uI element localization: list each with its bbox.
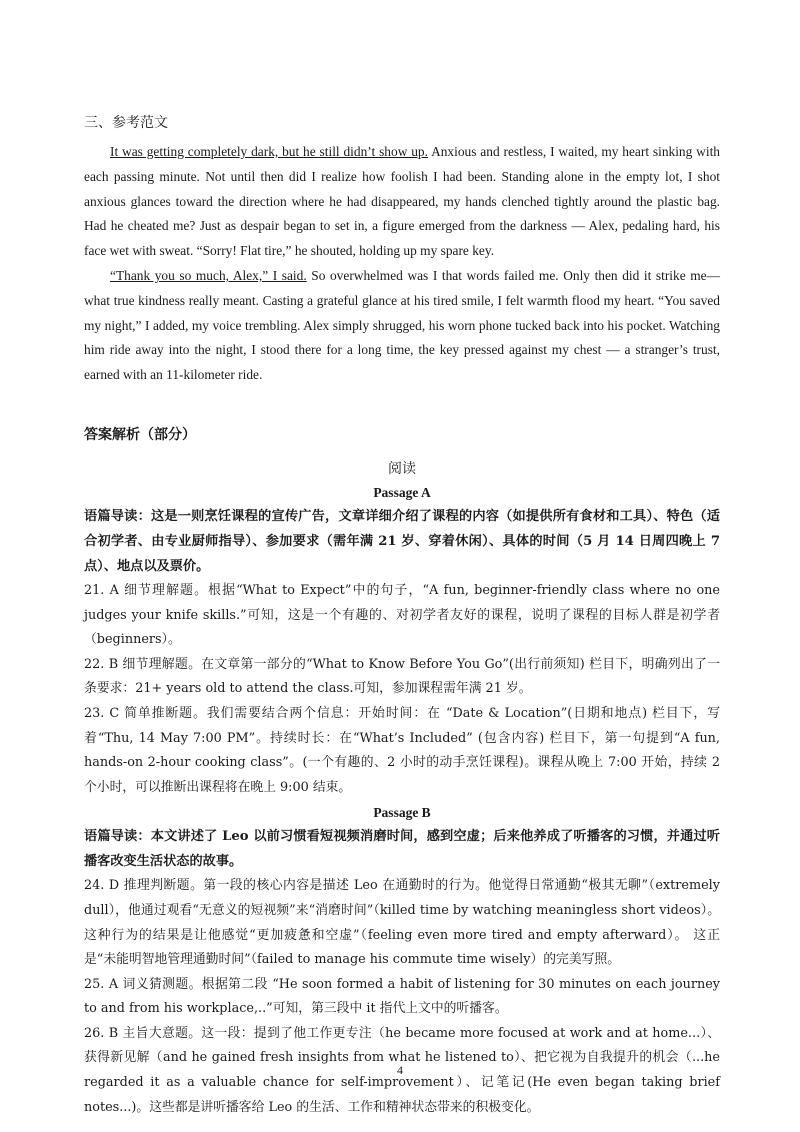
passage-a-intro: 语篇导读：这是一则烹饪课程的宣传广告，文章详细介绍了课程的内容（如提供所有食材和工具）、特色（适合初学者、由专业厨师指导）、参加要求（需年满 21 岁、穿着休闲）、具体的时间（5 月 14 日周四晚上 7 点）、地点以及票价。 bbox=[84, 508, 720, 574]
section-title: 三、参考范文 bbox=[84, 115, 168, 131]
reading-heading: 阅读 bbox=[388, 460, 416, 477]
essay-body-1: Anxious and restless, I waited, my heart sinking with each passing minute. Not until then did I realize how foolish I had been. Standing alone in the empty lot, I shot anxious glances toward the direction where he had disappeared, my hands clenched tightly around the plastic bag. Had he cheated me? Just as despair began to set in, a figure emerged from the darkness — Alex, pedaling hard, his face wet with sweat. “Sorry! Flat tire,” he shouted, holding up my spare key. bbox=[84, 144, 720, 259]
answers-title: 答案解析（部分） bbox=[84, 426, 196, 443]
sample-essay bbox=[84, 140, 720, 388]
document-page bbox=[84, 112, 720, 1120]
essay-paragraph-2 bbox=[84, 264, 720, 388]
passage-a-title: Passage A bbox=[373, 484, 431, 500]
answer-item-24: 24. D 推理判断题。第一段的核心内容是描述 Leo 在通勤时的行为。他觉得日常通勤“极其无聊”（extremely dull），他通过观看“无意义的短视频”来“消磨时间”（killed time by watching meaningless short videos）。这种行为的结果是让他感觉“更加疲惫和空虚”（feeling even more tired and empty afterward）。 这正是“未能明智地管理通勤时间”（failed to manage his commute time wisely）的完美写照。 bbox=[84, 878, 720, 968]
page-number: 4 bbox=[397, 1063, 403, 1077]
essay-lead-sentence-2: “Thank you so much, Alex,” I said. bbox=[110, 267, 307, 283]
answer-item-22: 22. B 细节理解题。在文章第一部分的“What to Know Before You Go”(出行前须知) 栏目下，明确列出了一条要求：21+ years old to attend the class.可知，参加课程需年满 21 岁。 bbox=[84, 656, 720, 697]
answer-item-21: 21. A 细节理解题。根据“What to Expect”中的句子，“A fun, beginner-friendly class where no one judges your knife skills.”可知，这是一个有趣的、对初学者友好的课程，说明了课程的目标人群是初学者（beginners）。 bbox=[84, 582, 720, 648]
essay-body-2: So overwhelmed was I that words failed me. Only then did it strike me—what true kindness really meant. Casting a grateful glance at his tired smile, I felt warmth flood my heart. “You saved my night,” I added, my voice trembling. Alex simply shrugged, his worn phone tucked back into his pocket. Watching him ride away into the night, I stood there for a long time, the key pressed against my chest — a stranger’s trust, earned with an 11-kilometer ride. bbox=[84, 267, 720, 383]
essay-paragraph-1 bbox=[84, 140, 720, 264]
answer-item-26: 26. B 主旨大意题。这一段：提到了他工作更专注（he became more focused at work and at home...）、获得新见解（and he gained fresh insights from what he listened to）、把它视为自我提升的机会（...he regarded it as a valuable chance for self-improvement）、记笔记(He even began taking brief notes...)。这些都是讲听播客给 Leo 的生活、工作和精神状态带来的积极变化。 bbox=[84, 1025, 720, 1115]
passage-b-intro: 语篇导读：本文讲述了 Leo 以前习惯看短视频消磨时间，感到空虚；后来他养成了听播客的习惯，并通过听播客改变生活状态的故事。 bbox=[84, 829, 720, 870]
answer-item-25: 25. A 词义猜测题。根据第二段 “He soon formed a habit of listening for 30 minutes on each journey to and from his workplace,..”可知，第三段中 it 指代上文中的听播客。 bbox=[84, 976, 720, 1017]
passage-b-title: Passage B bbox=[373, 805, 431, 821]
essay-lead-sentence-1: It was getting completely dark, but he still didn’t show up. bbox=[110, 144, 428, 159]
answer-item-23: 23. C 简单推断题。我们需要结合两个信息：开始时间：在 “Date & Location”(日期和地点) 栏目下，写着“Thu, 14 May 7:00 PM”。持续时长：在“What’s Included” (包含内容) 栏目下，第一句提到“A fun, hands-on 2-hour cooking class”。(一个有趣的、2 小时的动手烹饪课程)。课程从晚上 7:00 开始，持续 2 个小时，可以推断出课程将在晚上 9:00 结束。 bbox=[84, 705, 720, 795]
